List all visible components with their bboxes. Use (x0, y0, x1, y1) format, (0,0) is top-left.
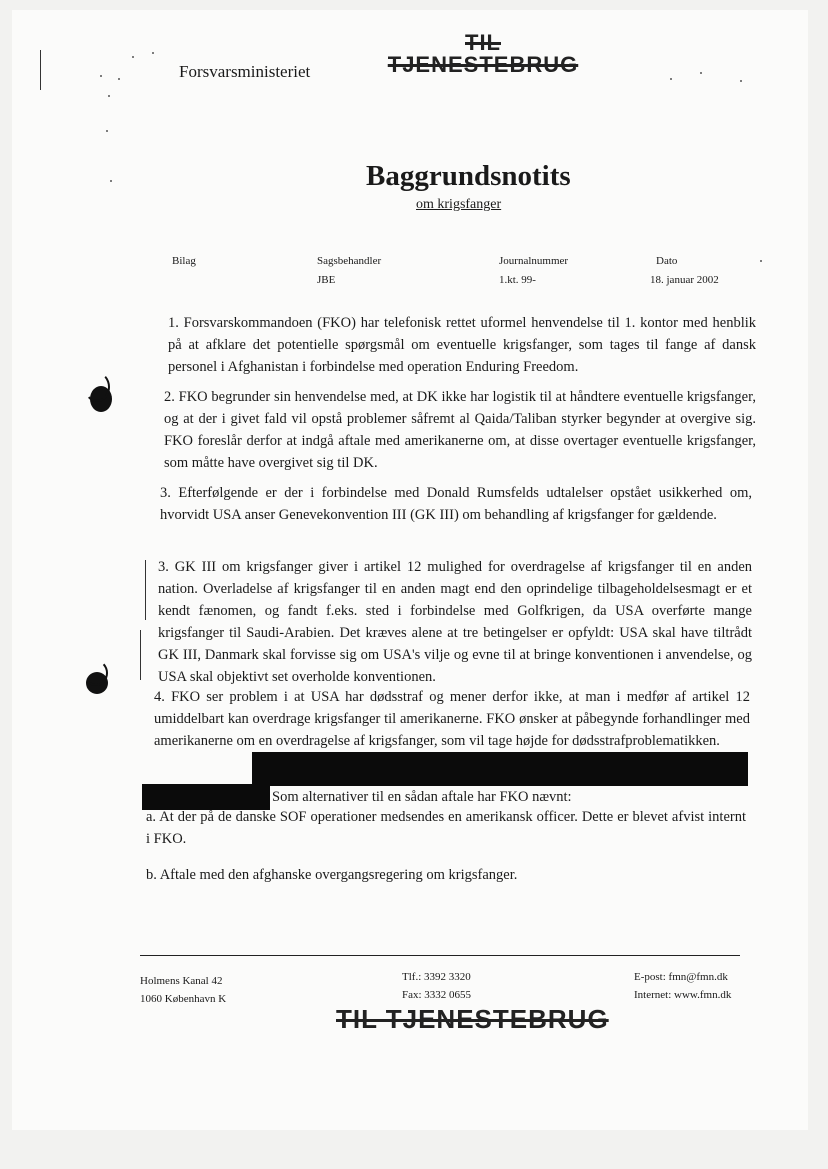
redaction-bar (252, 752, 748, 786)
sagsbehandler-label: Sagsbehandler (317, 255, 382, 267)
footer-contact (402, 968, 471, 1004)
journal-label: Journalnummer (499, 255, 569, 267)
margin-line (145, 560, 146, 620)
ministry-name: Forsvarsministeriet (179, 62, 311, 81)
stamp-bottom: TIL TJENESTEBRUG (336, 1004, 609, 1034)
journal-value: 1.kt. 99- (499, 274, 536, 286)
dato-label: Dato (656, 255, 678, 267)
punch-hole-mark (84, 660, 108, 686)
alternative-a: a. At der på de danske SOF operationer medsendes en amerikansk officer. Dette er blevet afvist internt i FKO. (146, 809, 746, 847)
alternative-b: b. Aftale med den afghanske overgangsregering om krigsfanger. (146, 867, 518, 883)
paragraph-3: 3. Efterfølgende er der i forbindelse med Donald Rumsfelds udtalelser opstået usikkerhed om, hvorvidt USA anser Genevekonvention III (GK III) om behandling af krigsfanger for gældende. (160, 485, 752, 523)
fax-number: Fax: 3332 0655 (402, 989, 472, 1001)
paragraph-4: 4. FKO ser problem i at USA har dødsstraf og mener derfor ikke, at man i medfør af artikel 12 umiddelbart kan overdrage krigsfanger til amerikanerne. FKO ønsker at påbegynde forhandlinger med amerikanerne om en overdragelse af krigsfanger, som vil tage højde for dødsstrafproblematikken. (154, 689, 750, 749)
margin-line (140, 630, 141, 680)
document-title: Baggrundsnotits (366, 160, 571, 192)
address-line-2: 1060 København K (140, 993, 227, 1005)
paragraph-3b: 3. GK III om krigsfanger giver i artikel 12 mulighed for overdragelse af krigsfanger til en anden nation. Overladelse af krigsfanger til en anden magt end den oprindelige tilbageholdelsesmagt er et kendt fænomen, og fandt f.eks. sted i forbindelse med Golfkrigen, da USA overførte mange krigsfanger til Saudi-Arabien. Det kræves alene at tre betingelser er opfyldt: USA skal have tiltrådt GK III, Danmark skal forvisse sig om USA's vilje og evne til at bringe konventionen i anvendelse, og USA skal objektivt set overholde konventionen. (158, 559, 752, 685)
document-subtitle: om krigsfanger (416, 197, 502, 212)
alternatives-intro: Som alternativer til en sådan aftale har FKO nævnt: (272, 789, 572, 805)
scan-mark (40, 50, 41, 90)
website: Internet: www.fmn.dk (634, 989, 732, 1001)
bilag-label: Bilag (172, 255, 196, 267)
phone-number: Tlf.: 3392 3320 (402, 971, 471, 983)
paragraph-1: 1. Forsvarskommandoen (FKO) har telefonisk rettet uformel henvendelse til 1. kontor med henblik på at afklare det potentielle spørgsmål om eventuelle krigsfanger, som tages til fange af dansk personel i Afghanistan i forbindelse med operation Enduring Freedom. (168, 315, 756, 375)
footer-address (140, 972, 226, 1008)
footer-divider (140, 955, 740, 956)
punch-hole-mark (84, 372, 110, 402)
sagsbehandler-value: JBE (317, 274, 336, 286)
email-address: E-post: fmn@fmn.dk (634, 971, 728, 983)
address-line-1: Holmens Kanal 42 (140, 975, 223, 987)
dato-value: 18. januar 2002 (650, 274, 719, 286)
stamp-top: TIL TJENESTEBRUG (387, 30, 579, 77)
paragraph-2: 2. FKO begrunder sin henvendelse med, at DK ikke har logistik til at håndtere eventuelle krigsfanger, og at der i givet fald vil opstå problemer såfremt al Qaida/Taliban styrker begynder at overgive sig. FKO foreslår derfor at indgå aftale med amerikanerne om, at disse overtager eventuelle krigsfanger, som måtte have overgivet sig til DK. (164, 389, 756, 471)
footer-online (634, 968, 731, 1004)
